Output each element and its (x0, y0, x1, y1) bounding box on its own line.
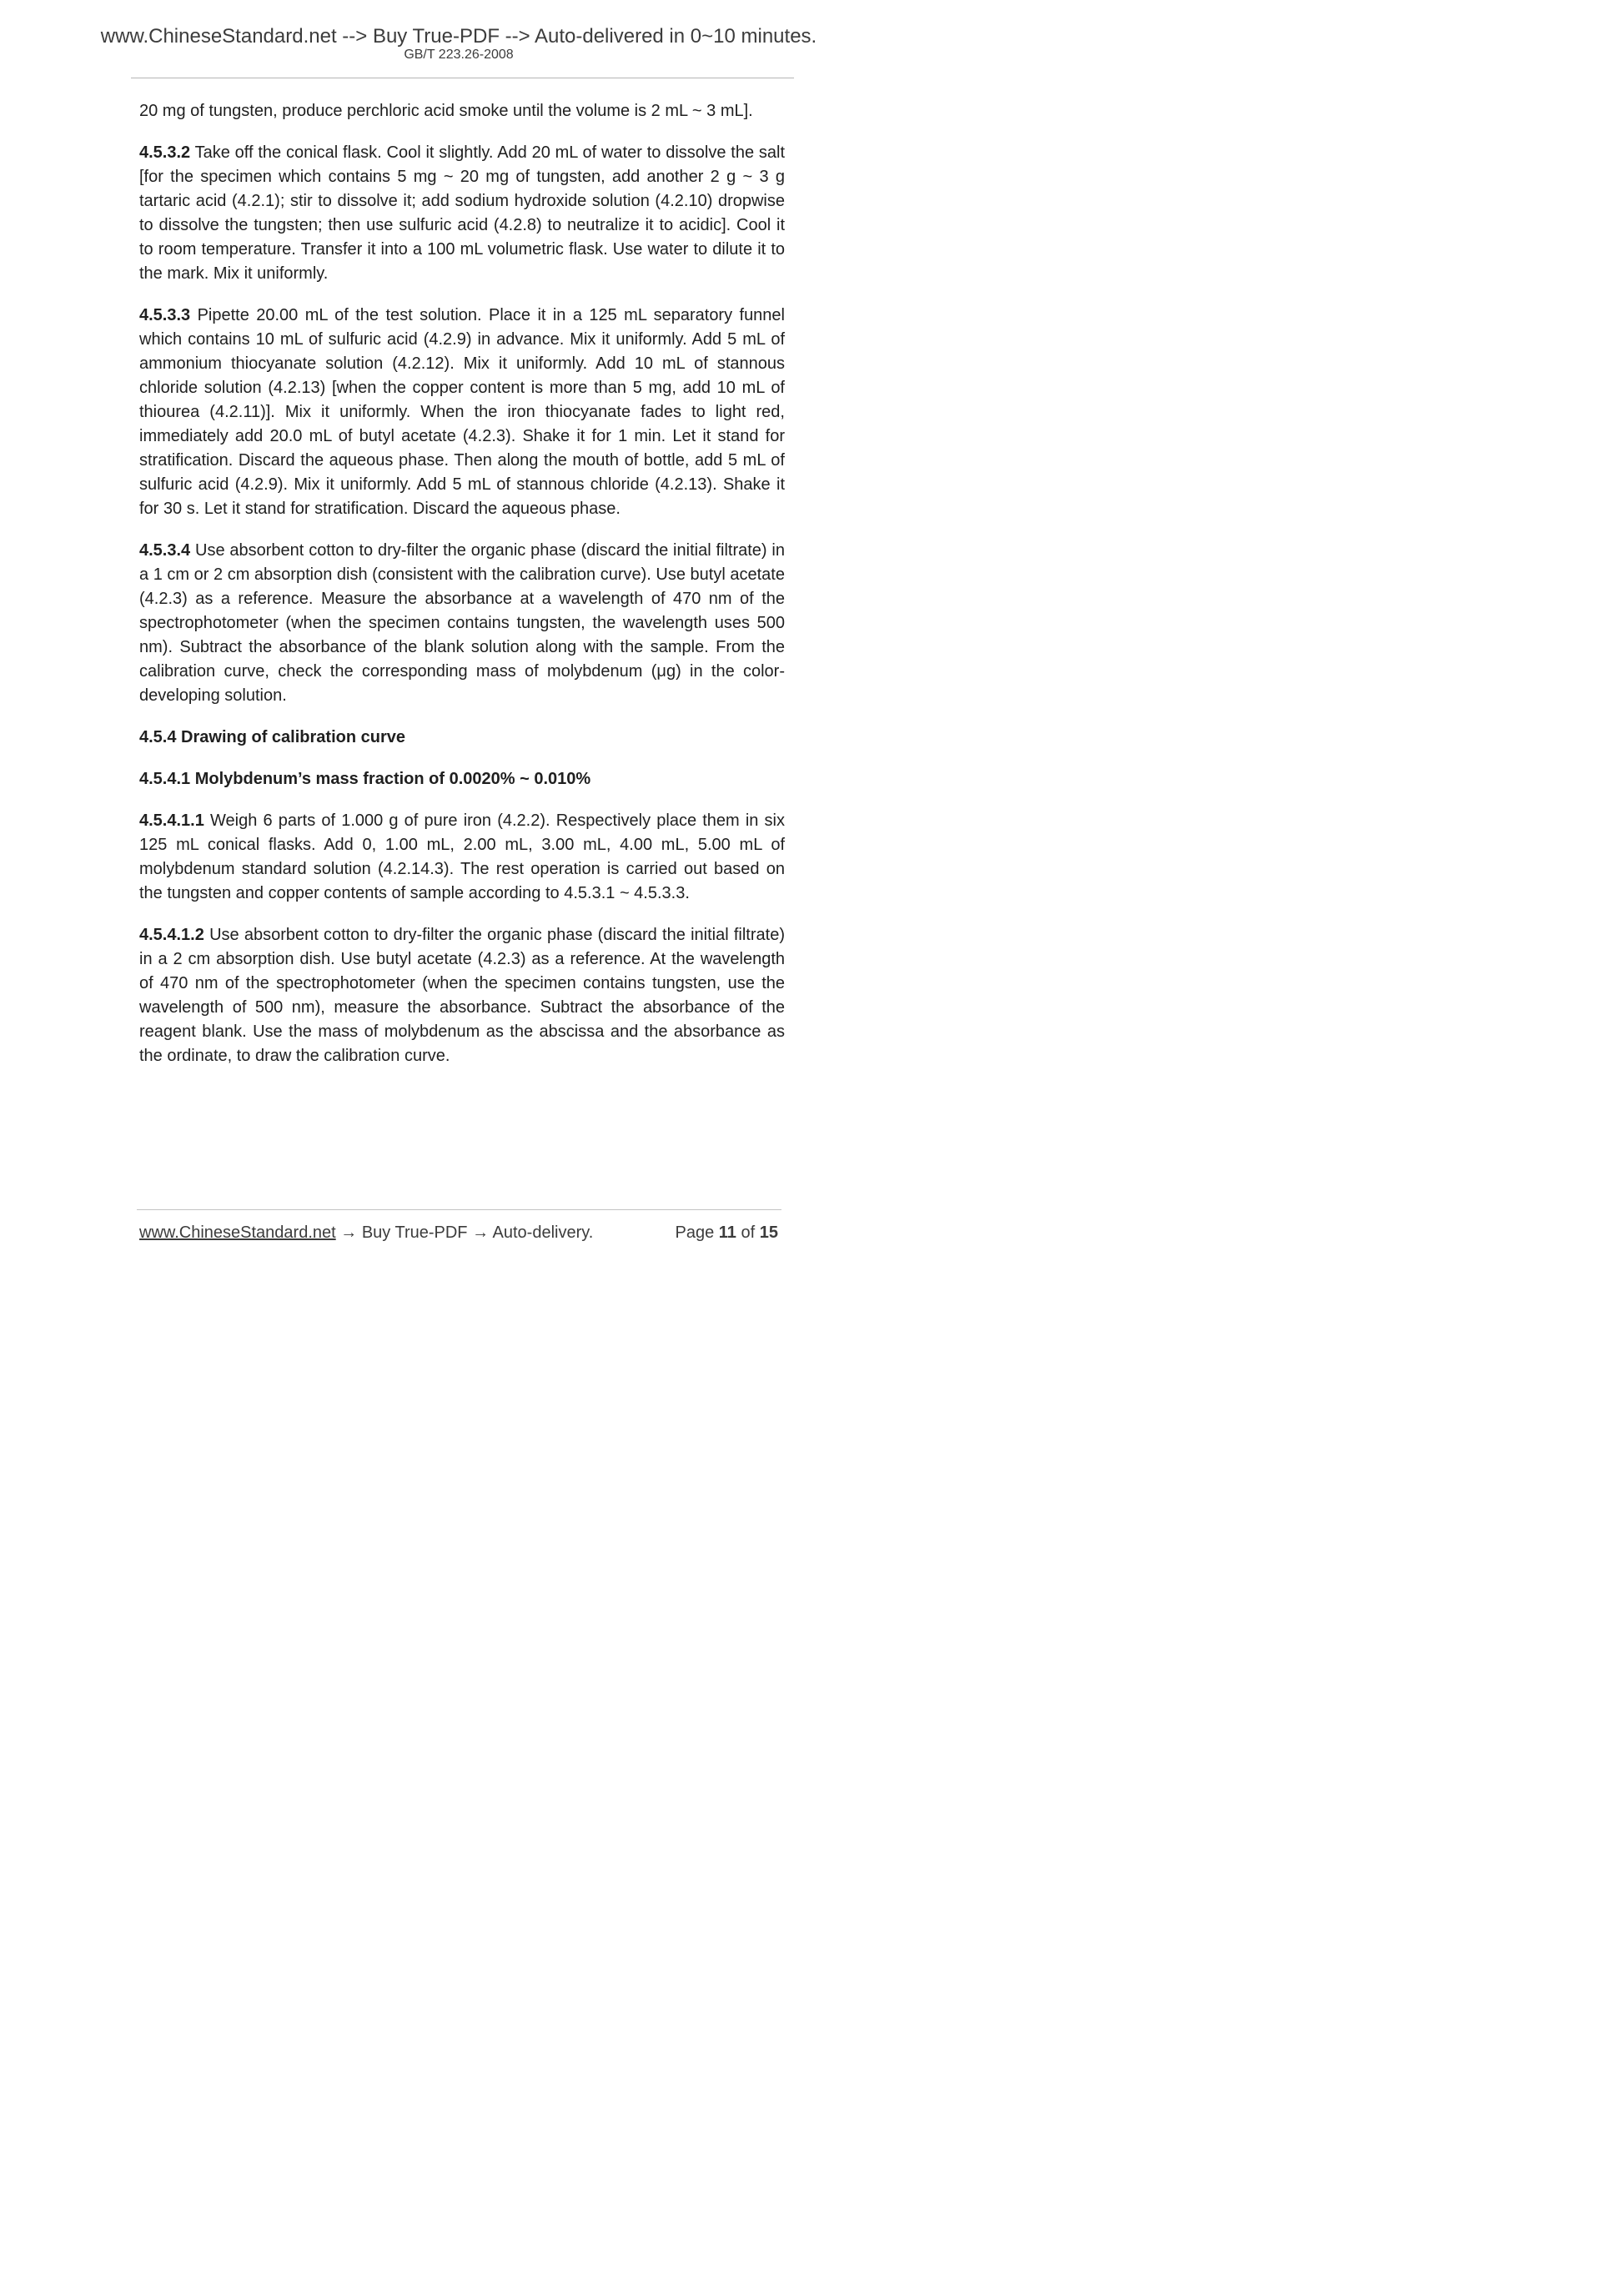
current-page-number: 11 (718, 1223, 736, 1242)
clause-number: 4.5.3.2 (139, 143, 191, 162)
clause-4-5-4-1-2 (139, 923, 785, 1068)
clause-4-5-3-4 (139, 539, 785, 708)
clause-number: 4.5.3.3 (139, 306, 191, 324)
clause-text: Pipette 20.00 mL of the test solution. Place it in a 125 mL separatory funnel which contains 10 mL of sulfuric acid (4.2.9) in advance. Mix it uniformly. Add 5 mL of ammonium thiocyanate solution (4.2.12). Mix it uniformly. Add 10 mL of stannous chloride solution (4.2.13) [when the copper content is more than 5 mg, add 10 mL of thiourea (4.2.11)]. Mix it uniformly. When the iron thiocyanate fades to light red, immediately add 20.0 mL of butyl acetate (4.2.3). Shake it for 1 min. Let it stand for stratification. Discard the aqueous phase. Then along the mouth of bottle, add 5 mL of sulfuric acid (4.2.9). Mix it uniformly. Add 5 mL of stannous chloride (4.2.13). Shake it for 30 s. Let it stand for stratification. Discard the aqueous phase. (139, 306, 785, 518)
clause-4-5-3-2 (139, 141, 785, 286)
total-page-number: 15 (759, 1223, 778, 1242)
clause-text: Weigh 6 parts of 1.000 g of pure iron (4.2.2). Respectively place them in six 125 mL conical flasks. Add 0, 1.00 mL, 2.00 mL, 3.00 mL, 4.00 mL, 5.00 mL of molybdenum standard solution (4.2.14.3). The rest operation is carried out based on the tungsten and copper contents of sample according to 4.5.3.1 ~ 4.5.3.3. (139, 811, 785, 902)
standard-number: GB/T 223.26-2008 (404, 48, 514, 62)
paragraph-continuation (139, 99, 785, 123)
page-indicator (676, 1222, 779, 1243)
clause-number: 4.5.4.1.2 (139, 926, 204, 944)
site-banner: www.ChineseStandard.net --> Buy True-PDF --> Auto-delivered in 0~10 minutes. (100, 25, 817, 48)
clause-4-5-3-3 (139, 304, 785, 521)
clause-number: 4.5.4.1.1 (139, 811, 204, 830)
of-label: of (741, 1223, 756, 1242)
paragraph-text: 20 mg of tungsten, produce perchloric acid smoke until the volume is 2 mL ~ 3 mL]. (139, 102, 753, 120)
footer-divider (137, 1209, 781, 1210)
clause-text: Use absorbent cotton to dry-filter the organic phase (discard the initial filtrate) in a 1 cm or 2 cm absorption dish (consistent with the calibration curve). Use butyl acetate (4.2.3) as a reference. Measure the absorbance at a wavelength of 470 nm of the spectrophotometer (when the specimen contains tungsten, the wavelength uses 500 nm). Subtract the absorbance of the blank solution along with the sample. From the calibration curve, check the corresponding mass of molybdenum (μg) in the color-developing solution. (139, 541, 785, 705)
document-body (139, 99, 785, 1086)
section-heading-4-5-4-1: 4.5.4.1 Molybdenum’s mass fraction of 0.0020% ~ 0.010% (139, 770, 591, 788)
footer-promo-text: → Buy True-PDF → Auto-delivery. (335, 1223, 594, 1242)
clause-text: Use absorbent cotton to dry-filter the organic phase (discard the initial filtrate) in a 2 cm absorption dish. Use butyl acetate (4.2.3) as a reference. At the wavelength of 470 nm of the spectrophotometer (when the specimen contains tungsten, use the wavelength of 500 nm), measure the absorbance. Subtract the absorbance of the reagent blank. Use the mass of molybdenum as the abscissa and the absorbance as the ordinate, to draw the calibration curve. (139, 926, 785, 1065)
page-label: Page (675, 1223, 715, 1242)
footer-promo (139, 1222, 593, 1243)
section-heading-4-5-4: 4.5.4 Drawing of calibration curve (139, 728, 405, 746)
clause-text: Take off the conical flask. Cool it slightly. Add 20 mL of water to dissolve the salt [for the specimen which contains 5 mg ~ 20 mg of tungsten, add another 2 g ~ 3 g tartaric acid (4.2.1); stir to dissolve it; add sodium hydroxide solution (4.2.10) dropwise to dissolve the tungsten; then use sulfuric acid (4.2.8) to neutralize it to acidic]. Cool it to room temperature. Transfer it into a 100 mL volumetric flask. Use water to dilute it to the mark. Mix it uniformly. (139, 143, 785, 283)
clause-4-5-4-1-1 (139, 809, 785, 906)
footer-site-link[interactable]: www.ChineseStandard.net (139, 1223, 336, 1242)
clause-number: 4.5.3.4 (139, 541, 191, 560)
